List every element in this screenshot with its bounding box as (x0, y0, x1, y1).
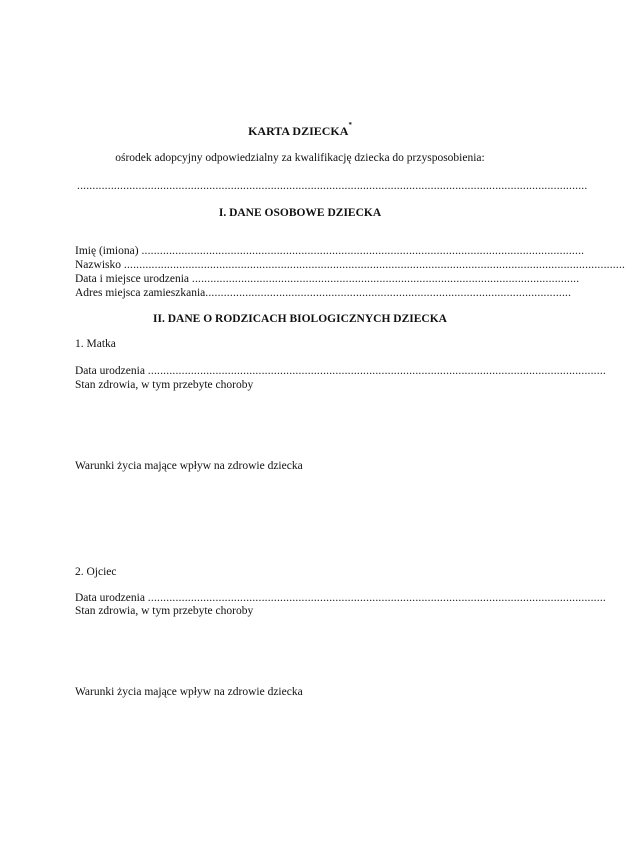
field-surname (75, 259, 625, 271)
subtitle-fill-line: ...................................................................................................................................................................... (77, 180, 588, 192)
mother-health-label: Stan zdrowia, w tym przebyte choroby (75, 379, 254, 391)
field-dots: ................................................................................................................................................................... (123, 259, 625, 271)
father-living-conditions-label: Warunki życia mające wpływ na zdrowie dziecka (75, 686, 303, 698)
section-1-heading: I. DANE OSOBOWE DZIECKA (218, 207, 382, 219)
field-label: Nazwisko (75, 259, 124, 271)
field-birth-date-place (75, 273, 580, 285)
mother-birth-date (75, 365, 606, 377)
section-2-heading: II. DANE O RODZICACH BIOLOGICZNYCH DZIECKA (153, 313, 447, 325)
footnote-mark: * (348, 121, 352, 129)
mother-living-conditions-label: Warunki życia mające wpływ na zdrowie dziecka (75, 460, 303, 472)
field-dots: ..................................................................................................................................................... (147, 365, 606, 377)
field-label: Data i miejsce urodzenia (75, 273, 192, 285)
field-dots: .............................................................................................................................. (191, 273, 580, 285)
father-birth-date (75, 592, 606, 604)
field-dots: ................................................................................................................................................ (141, 245, 585, 257)
title-text: KARTA DZIECKA (248, 124, 349, 138)
subtitle: ośrodek adopcyjny odpowiedzialny za kwalifikację dziecka do przysposobienia: (115, 152, 485, 164)
mother-label: 1. Matka (75, 338, 116, 350)
field-first-name (75, 245, 585, 257)
field-label: Adres miejsca zamieszkania (75, 287, 206, 299)
field-label: Data urodzenia (75, 365, 148, 377)
field-address (75, 287, 572, 299)
father-health-label: Stan zdrowia, w tym przebyte choroby (75, 605, 254, 617)
field-label: Imię (imiona) (75, 245, 142, 257)
document-title (0, 121, 600, 139)
father-label: 2. Ojciec (75, 566, 117, 578)
field-label: Data urodzenia (75, 592, 148, 604)
field-dots: ....................................................................................................................... (205, 287, 572, 299)
field-dots: ..................................................................................................................................................... (147, 592, 606, 604)
